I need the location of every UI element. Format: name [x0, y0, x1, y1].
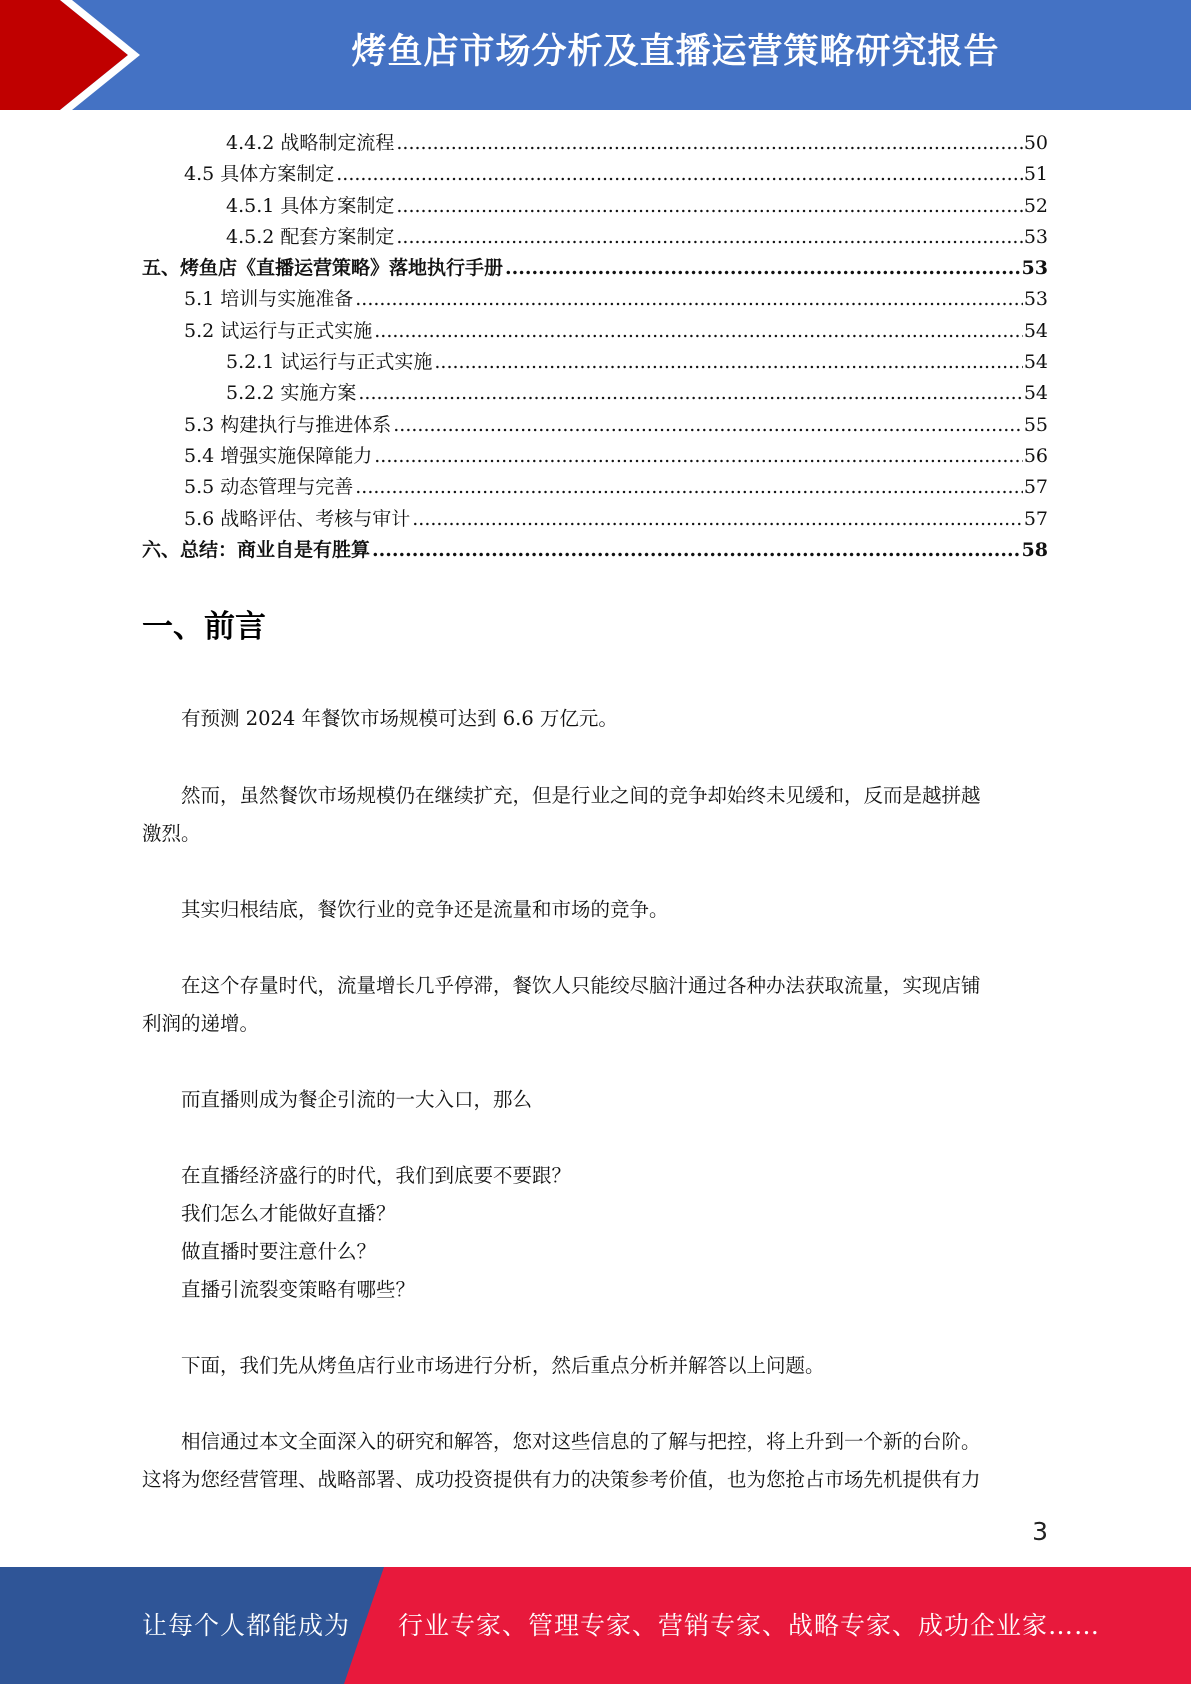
toc-entry-page: 53 — [1023, 225, 1048, 248]
toc-entry[interactable] — [142, 128, 1048, 159]
toc-entry[interactable] — [142, 441, 1048, 472]
footer-slogan-right: 行业专家、管理专家、营销专家、战略专家、成功企业家…… — [398, 1611, 1101, 1640]
toc-entry-page: 57 — [1023, 507, 1048, 530]
toc-entry[interactable] — [142, 159, 1048, 190]
toc-entry-title: 5.3 构建执行与推进体系 — [184, 413, 392, 436]
toc-entry-page: 57 — [1023, 476, 1048, 499]
paragraph-6: 下面，我们先从烤鱼店行业市场进行分析，然后重点分析并解答以上问题。 — [181, 1354, 825, 1377]
toc-entry-title: 5.2.2 实施方案 — [226, 382, 357, 405]
toc-entry-page: 53 — [1023, 288, 1048, 311]
paragraph-7-line-2: 这将为您经营管理、战略部署、成功投资提供有力的决策参考价值，也为您抢占市场先机提供有力 — [142, 1468, 981, 1491]
toc-entry[interactable] — [142, 222, 1048, 253]
toc-dot-leader — [396, 132, 1022, 154]
report-title: 烤鱼店市场分析及直播运营策略研究报告 — [351, 32, 1000, 72]
paragraph-2-line-1: 然而，虽然餐饮市场规模仍在继续扩充，但是行业之间的竞争却始终未见缓和，反而是越拼越 — [181, 784, 981, 807]
toc-entry-page: 53 — [1021, 257, 1048, 280]
toc-dot-leader — [355, 288, 1023, 310]
paragraph-2-line-2: 激烈。 — [142, 822, 201, 845]
section-heading: 一、前言 — [142, 609, 266, 645]
toc-dot-leader — [505, 257, 1021, 279]
toc-dot-leader — [372, 539, 1021, 561]
toc-dot-leader — [374, 445, 1023, 467]
toc-entry-title: 4.4.2 战略制定流程 — [226, 132, 395, 154]
toc-entry-page: 54 — [1023, 382, 1048, 405]
toc-entry-page: 56 — [1023, 444, 1048, 467]
question-list — [142, 1157, 1048, 1309]
page-header — [0, 0, 1191, 110]
toc-dot-leader — [358, 382, 1022, 404]
toc-entry-title: 5.2.1 试运行与正式实施 — [226, 351, 433, 374]
body-paragraph — [142, 777, 1048, 853]
paragraph-5: 而直播则成为餐企引流的一大入口，那么 — [181, 1088, 533, 1111]
toc-dot-leader — [412, 508, 1023, 530]
body-paragraph — [142, 1347, 1048, 1385]
toc-entry-title: 5.1 培训与实施准备 — [184, 288, 354, 311]
paragraph-3: 其实归根结底，餐饮行业的竞争还是流量和市场的竞争。 — [181, 898, 669, 921]
toc-entry[interactable] — [142, 378, 1048, 409]
toc-dot-leader — [434, 351, 1022, 373]
toc-entry[interactable] — [142, 191, 1048, 222]
toc-dot-leader — [393, 414, 1023, 436]
question-4: 直播引流裂变策略有哪些？ — [181, 1278, 416, 1301]
toc-entry-page: 58 — [1021, 538, 1048, 561]
toc-entry[interactable] — [142, 504, 1048, 535]
paragraph-7-line-1: 相信通过本文全面深入的研究和解答，您对这些信息的了解与把控，将上升到一个新的台阶。 — [181, 1430, 981, 1453]
body-paragraph — [142, 1423, 1048, 1499]
toc-entry-title: 六、总结：商业自是有胜算 — [142, 538, 371, 561]
toc-entry-page: 54 — [1023, 319, 1048, 342]
toc-entry-page: 50 — [1023, 132, 1048, 154]
toc-entry-title: 5.2 试运行与正式实施 — [184, 319, 373, 342]
toc-entry-title: 5.5 动态管理与完善 — [184, 476, 354, 499]
paragraph-4-line-2: 利润的递增。 — [142, 1012, 260, 1035]
body-paragraph — [142, 891, 1048, 929]
body-paragraph — [142, 700, 1048, 738]
toc-entry[interactable] — [142, 253, 1048, 284]
toc-entry[interactable] — [142, 410, 1048, 441]
toc-dot-leader — [374, 320, 1023, 342]
paragraph-4-line-1: 在这个存量时代，流量增长几乎停滞，餐饮人只能绞尽脑汁通过各种办法获取流量，实现店铺 — [181, 974, 981, 997]
body-paragraph — [142, 1081, 1048, 1119]
question-2: 我们怎么才能做好直播？ — [181, 1202, 396, 1225]
toc-entry-title: 4.5.2 配套方案制定 — [226, 225, 395, 248]
toc-entry[interactable] — [142, 535, 1048, 566]
toc-entry-page: 55 — [1023, 413, 1048, 436]
toc-dot-leader — [336, 163, 1023, 185]
toc-entry-title: 5.4 增强实施保障能力 — [184, 444, 373, 467]
toc-entry-title: 4.5 具体方案制定 — [184, 163, 335, 186]
question-1: 在直播经济盛行的时代，我们到底要不要跟？ — [181, 1164, 572, 1187]
paragraph-1: 有预测 2024 年餐饮市场规模可达到 6.6 万亿元。 — [181, 707, 618, 730]
toc-entry[interactable] — [142, 284, 1048, 315]
question-3: 做直播时要注意什么？ — [181, 1240, 377, 1263]
toc-entry-page: 51 — [1023, 163, 1048, 186]
toc-entry-page: 52 — [1023, 194, 1048, 217]
toc-dot-leader — [355, 476, 1023, 498]
footer-slogan-left: 让每个人都能成为 — [142, 1611, 351, 1640]
toc-dot-leader — [396, 195, 1022, 217]
toc-entry[interactable] — [142, 472, 1048, 503]
toc-entry-page: 54 — [1023, 351, 1048, 374]
toc-entry[interactable] — [142, 347, 1048, 378]
toc-entry[interactable] — [142, 316, 1048, 347]
page-number: 3 — [1032, 1517, 1048, 1546]
toc-entry-title: 4.5.1 具体方案制定 — [226, 194, 395, 217]
page-footer — [0, 1567, 1191, 1684]
header-chevron-decoration — [0, 0, 160, 110]
table-of-contents — [142, 128, 1048, 566]
toc-entry-title: 5.6 战略评估、考核与审计 — [184, 507, 411, 530]
toc-entry-title: 五、烤鱼店《直播运营策略》落地执行手册 — [142, 257, 504, 280]
toc-dot-leader — [396, 226, 1022, 248]
body-paragraph — [142, 967, 1048, 1043]
